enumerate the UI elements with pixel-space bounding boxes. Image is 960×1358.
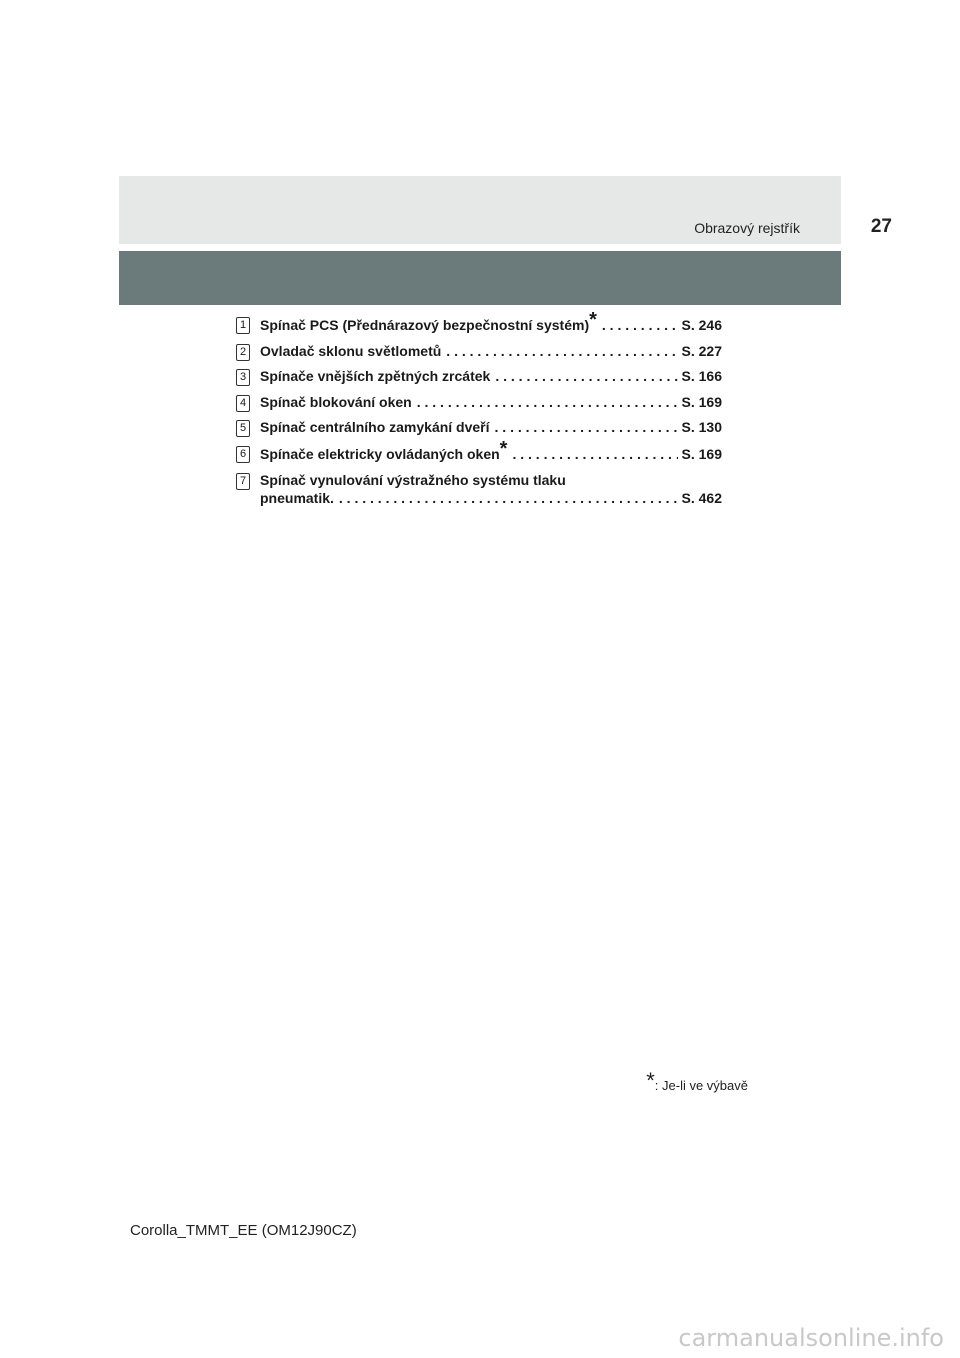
entry-label: Spínač centrálního zamykání dveří	[260, 419, 490, 436]
index-entry-4	[236, 393, 722, 411]
entry-number-badge: 1	[236, 317, 250, 334]
index-entry-3	[236, 367, 722, 385]
asterisk-icon: *	[499, 437, 508, 460]
entry-page-ref[interactable]: S. 227	[681, 342, 722, 359]
entry-label: Spínač PCS (Přednárazový bezpečnostní systém)*	[260, 309, 597, 333]
entry-label: pneumatik.	[260, 489, 334, 506]
asterisk-icon: *	[646, 1068, 655, 1093]
entry-page-ref[interactable]: S. 169	[681, 393, 722, 410]
dot-leader	[417, 393, 678, 411]
entry-page-ref[interactable]: S. 130	[681, 419, 722, 436]
index-entry-7	[236, 471, 722, 507]
entry-page-ref[interactable]: S. 169	[681, 445, 722, 462]
index-entry-6	[236, 437, 722, 463]
entry-number-badge: 6	[236, 446, 250, 463]
watermark: carmanualsonline.info	[678, 1324, 944, 1352]
footnote-text: : Je-li ve výbavě	[654, 1078, 748, 1093]
page-number: 27	[870, 216, 892, 237]
dot-leader	[339, 489, 678, 507]
index-entries	[236, 309, 722, 514]
header-band	[119, 251, 841, 305]
dot-leader	[495, 418, 678, 436]
entry-number-badge: 7	[236, 473, 250, 490]
entry-label-line1: Spínač vynulování výstražného systému tlaku	[260, 471, 566, 488]
entry-page-ref[interactable]: S. 166	[681, 368, 722, 385]
entry-page-ref[interactable]: S. 246	[681, 317, 722, 333]
dot-leader	[602, 316, 678, 334]
entry-label: Spínač blokování oken	[260, 393, 412, 410]
entry-page-ref[interactable]: S. 462	[681, 489, 722, 506]
asterisk-icon: *	[589, 309, 597, 331]
entry-number-badge: 4	[236, 395, 250, 412]
entry-number-badge: 2	[236, 344, 250, 361]
index-entry-1	[236, 309, 722, 334]
entry-number-badge: 3	[236, 369, 250, 386]
entry-label: Spínače elektricky ovládaných oken*	[260, 437, 508, 462]
index-entry-2	[236, 342, 722, 360]
entry-label: Spínače vnějších zpětných zrcátek	[260, 368, 491, 385]
document-id: Corolla_TMMT_EE (OM12J90CZ)	[130, 1222, 357, 1239]
dot-leader	[495, 367, 677, 385]
section-title: Obrazový rejstřík	[694, 220, 800, 236]
entry-number-badge: 5	[236, 420, 250, 437]
index-entry-5	[236, 418, 722, 436]
dot-leader	[446, 342, 677, 360]
entry-label: Ovladač sklonu světlometů	[260, 342, 442, 359]
footnote	[646, 1068, 748, 1093]
dot-leader	[512, 445, 677, 463]
